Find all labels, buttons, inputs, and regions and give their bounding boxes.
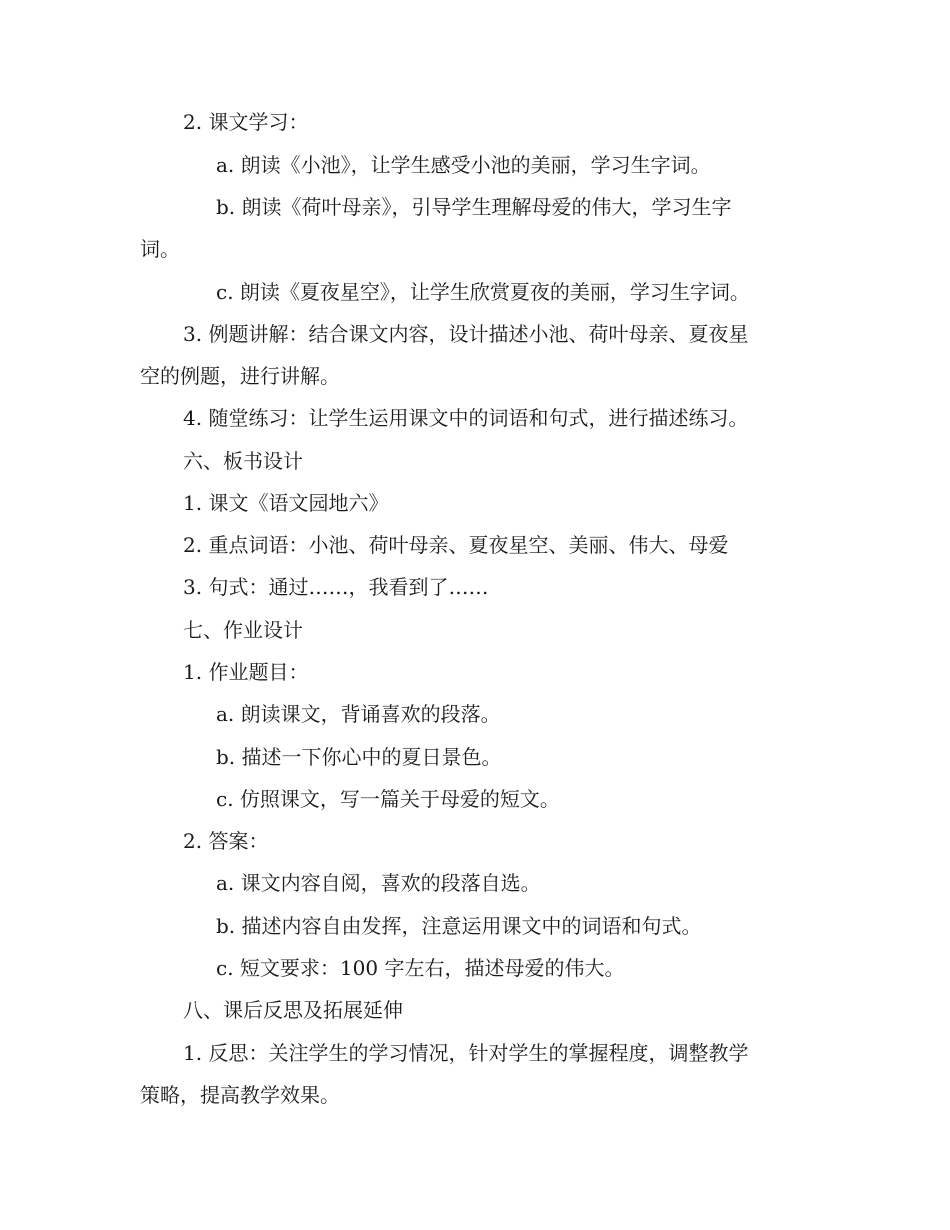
text-line: 1. 反思：关注学生的学习情况，针对学生的掌握程度，调整教学 — [183, 1041, 749, 1065]
text-line: 词。 — [140, 237, 180, 261]
text-line: 2. 答案： — [183, 829, 269, 853]
text-line: 1. 课文《语文园地六》 — [183, 491, 389, 515]
text-line: 4. 随堂练习：让学生运用课文中的词语和句式，进行描述练习。 — [183, 406, 749, 430]
text-line: 空的例题，进行讲解。 — [140, 364, 340, 388]
text-line: 2. 课文学习： — [183, 110, 309, 134]
text-line: 1. 作业题目： — [183, 660, 309, 684]
section-heading: 七、作业设计 — [183, 618, 303, 642]
section-heading: 八、课后反思及拓展延伸 — [183, 998, 403, 1022]
text-line: c. 朗读《夏夜星空》，让学生欣赏夏夜的美丽，学习生字词。 — [216, 280, 750, 304]
text-line: 2. 重点词语：小池、荷叶母亲、夏夜星空、美丽、伟大、母爱 — [183, 533, 729, 557]
text-line: 3. 例题讲解：结合课文内容，设计描述小池、荷叶母亲、夏夜星 — [183, 322, 749, 346]
text-line: 策略，提高教学效果。 — [140, 1083, 340, 1107]
text-line: a. 课文内容自阅，喜欢的段落自选。 — [216, 871, 541, 895]
text-line: 3. 句式：通过……，我看到了…… — [183, 575, 489, 599]
text-line: c. 仿照课文，写一篇关于母爱的短文。 — [216, 787, 560, 811]
text-line: a. 朗读《小池》，让学生感受小池的美丽，学习生字词。 — [216, 153, 711, 177]
text-line: a. 朗读课文，背诵喜欢的段落。 — [216, 702, 501, 726]
text-line: c. 短文要求：100 字左右，描述母爱的伟大。 — [216, 956, 625, 980]
text-line: b. 朗读《荷叶母亲》，引导学生理解母爱的伟大，学习生字 — [216, 195, 732, 219]
text-line: b. 描述内容自由发挥，注意运用课文中的词语和句式。 — [216, 914, 702, 938]
section-heading: 六、板书设计 — [183, 449, 303, 473]
text-line: b. 描述一下你心中的夏日景色。 — [216, 745, 502, 769]
